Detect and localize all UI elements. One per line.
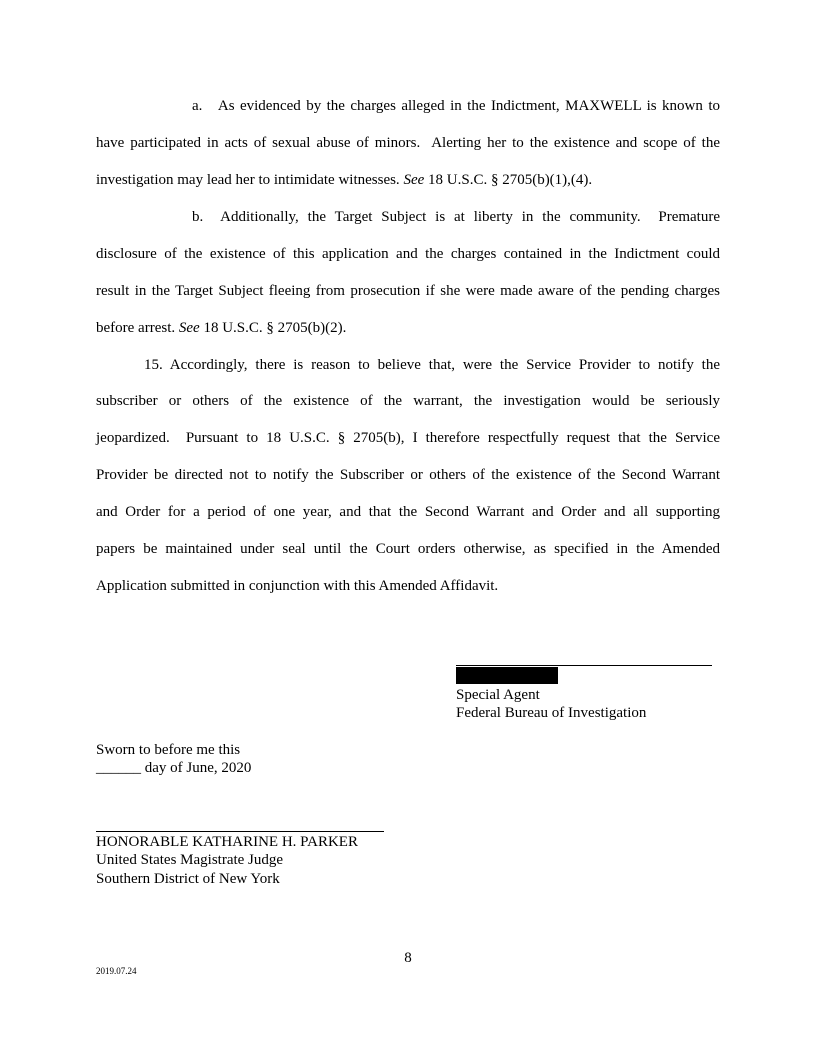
paragraph-b-line-1: b. Additionally, the Target Subject is at liberty in the community. Premature bbox=[192, 209, 720, 225]
footer-code: 2019.07.24 bbox=[96, 966, 137, 976]
paragraph-15-line-3: jeopardized. Pursuant to 18 U.S.C. § 2705(b), I therefore respectfully request that the Service bbox=[96, 430, 720, 446]
judge-district: Southern District of New York bbox=[96, 871, 280, 887]
signature-line bbox=[456, 665, 712, 666]
paragraph-15-line-7: Application submitted in conjunction with this Amended Affidavit. bbox=[96, 578, 499, 594]
paragraph-a-line-3 bbox=[96, 170, 720, 190]
paragraph-a-line-2: have participated in acts of sexual abuse of minors. Alerting her to the existence and scope of the bbox=[96, 135, 720, 151]
judge-signature-line bbox=[96, 831, 384, 832]
paragraph-b-line-4-text: before arrest. bbox=[96, 320, 179, 336]
sworn-line-1: Sworn to before me this bbox=[96, 742, 241, 758]
signature-title: Special Agent bbox=[456, 687, 540, 703]
paragraph-15-line-6: papers be maintained under seal until the Court orders otherwise, as specified in the Amended bbox=[96, 541, 720, 557]
paragraph-15-line-1: 15. Accordingly, there is reason to believe that, were the Service Provider to notify the bbox=[144, 357, 720, 373]
paragraph-15-line-4: Provider be directed not to notify the Subscriber or others of the existence of the Second Warrant bbox=[96, 467, 720, 483]
paragraph-b-line-2: disclosure of the existence of this application and the charges contained in the Indictment could bbox=[96, 246, 720, 262]
paragraph-b-line-4 bbox=[96, 318, 720, 338]
paragraph-a-line-3-text: investigation may lead her to intimidate witnesses. bbox=[96, 172, 404, 188]
paragraph-a-citation: 18 U.S.C. § 2705(b)(1),(4). bbox=[424, 172, 593, 188]
paragraph-15-line-5: and Order for a period of one year, and that the Second Warrant and Order and all supporting bbox=[96, 504, 720, 520]
sworn-line-2: ______ day of June, 2020 bbox=[96, 760, 252, 776]
signature-agency: Federal Bureau of Investigation bbox=[456, 705, 647, 721]
see-citation-signal: See bbox=[403, 172, 425, 188]
page-number: 8 bbox=[404, 950, 412, 966]
paragraph-a-line-1: a. As evidenced by the charges alleged in the Indictment, MAXWELL is known to bbox=[192, 98, 720, 114]
paragraph-15-line-2: subscriber or others of the existence of the warrant, the investigation would be seriously bbox=[96, 393, 720, 409]
judge-name: HONORABLE KATHARINE H. PARKER bbox=[96, 834, 358, 850]
see-citation-signal: See bbox=[178, 320, 200, 336]
redaction-box bbox=[456, 667, 558, 684]
judge-title: United States Magistrate Judge bbox=[96, 852, 284, 868]
paragraph-b-citation: 18 U.S.C. § 2705(b)(2). bbox=[199, 320, 347, 336]
paragraph-b-line-3: result in the Target Subject fleeing from prosecution if she were made aware of the pending charges bbox=[96, 283, 720, 299]
